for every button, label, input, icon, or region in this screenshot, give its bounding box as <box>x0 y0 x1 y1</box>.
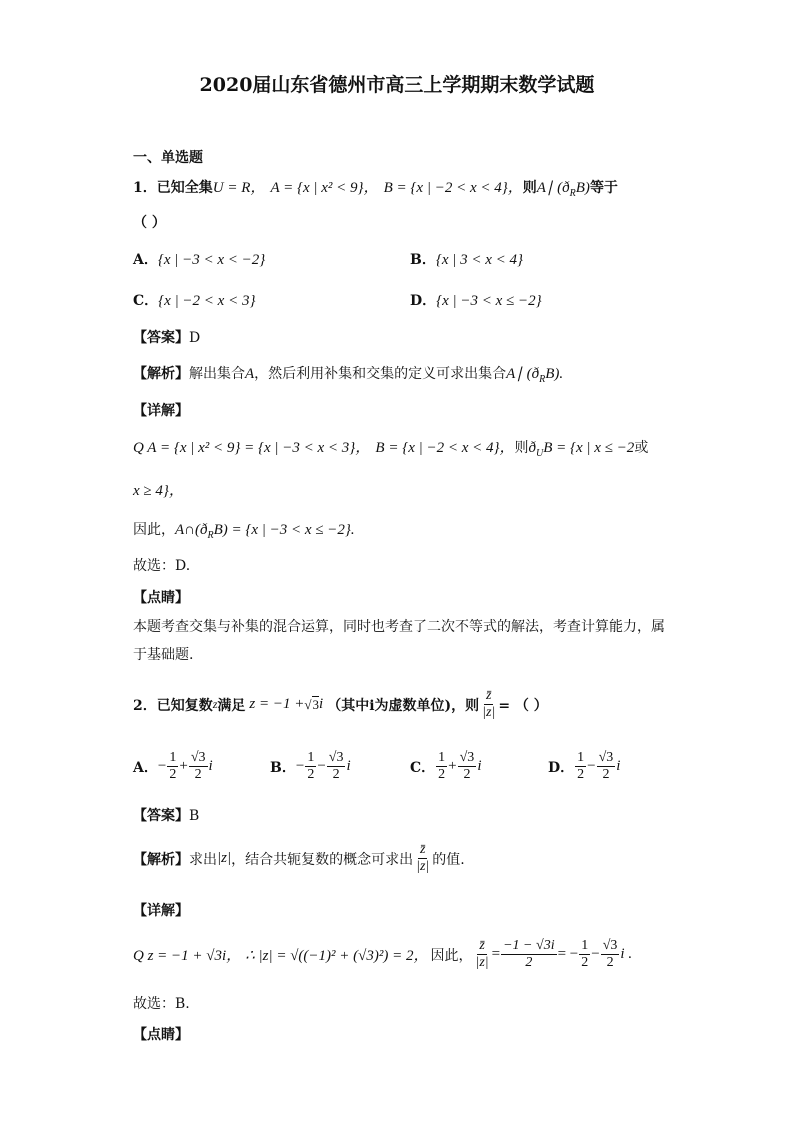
q1-option-d <box>410 290 542 310</box>
q1-detail-sub: U <box>536 448 544 460</box>
q2-analysis <box>133 842 465 875</box>
q2-analysis-tag: 【解析】 <box>133 851 189 868</box>
q2-stem-prefix: 2．已知复数 <box>133 697 213 714</box>
q1-stem-expr2: B) <box>575 180 590 196</box>
q2-stem-frac-num: z̄ <box>486 688 492 703</box>
q1-detail-set-a: Q A = {x | x² < 9} = {x | −3 < x < 3}， <box>133 440 371 456</box>
q2-option-a-frac2 <box>189 750 208 783</box>
q1-option-b-label: B． <box>410 252 436 268</box>
q1-paren: （ ） <box>133 215 166 231</box>
q2-option-b-frac2 <box>327 750 346 783</box>
q2-option-b-sign: − <box>295 758 305 774</box>
q1-analysis-text2: ，然后利用补集和交集的定义可求出集合 <box>254 366 507 382</box>
q1-stem-sub: R <box>569 188 576 200</box>
q2-detail-frac1-den: |z| <box>475 955 489 970</box>
q2-detail-frac2-num: −1 − √3i <box>503 938 555 953</box>
q2-option-c-i: i <box>477 758 482 774</box>
q2-stem-i: i <box>319 696 324 712</box>
q1-stem-suffix: 等于 <box>589 180 618 196</box>
q2-option-d <box>548 750 620 783</box>
q2-stem-mid: 满足 <box>217 697 246 714</box>
q2-stem-z: z <box>212 697 218 711</box>
q2-stem-end: = （ ） <box>498 697 548 714</box>
q2-detail-frac3-den: 2 <box>581 955 589 970</box>
q2-stem-frac-den: |z| <box>482 705 496 720</box>
q1-comment: 本题考查交集与补集的混合运算，同时也考查了二次不等式的解法，考查计算能力，属于基础题. <box>133 619 665 663</box>
q2-detail-eq2: = − <box>557 946 579 962</box>
q2-stem-sqrt: 3 <box>312 697 320 712</box>
q1-option-c-label: C． <box>133 293 159 309</box>
q1-detail-line3-prefix: 因此， <box>133 522 175 538</box>
q2-option-d-frac1 <box>575 750 586 783</box>
q2-option-a-frac1 <box>167 750 178 783</box>
q1-comment-tag: 【点睛】 <box>133 590 189 606</box>
q2-option-d-frac2-num: √3 <box>598 750 614 765</box>
q2-detail-frac1 <box>473 938 490 971</box>
q2-detail-frac3 <box>579 938 590 971</box>
q2-option-c-frac1-num: 1 <box>438 750 446 765</box>
q2-option-b-op: − <box>317 758 326 774</box>
q2-detail-frac4-den: 2 <box>606 955 614 970</box>
q2-option-a-label: A． <box>133 759 158 776</box>
q1-option-a <box>133 249 265 269</box>
q2-detail-end: i . <box>620 946 633 962</box>
q2-option-a-op: + <box>179 758 188 774</box>
q2-option-a <box>133 750 213 783</box>
q2-option-c-op: + <box>448 758 457 774</box>
q1-option-c <box>133 290 255 310</box>
q1-option-d-text: {x | −3 < x ≤ −2} <box>436 293 542 309</box>
q2-option-b-frac1 <box>305 750 316 783</box>
q2-detail-c: 因此， <box>430 947 473 964</box>
q1-detail-line3-expr2: B) = {x | −3 < x ≤ −2}. <box>213 522 355 538</box>
q1-stem-expr: A∣ (ð <box>536 180 570 196</box>
q2-analysis-text1: 求出 <box>189 851 217 868</box>
q1-detail-line1 <box>133 436 648 459</box>
q1-analysis-sub: R <box>539 374 546 386</box>
q2-stem-note: （其中i为虚数单位)，则 <box>327 697 480 714</box>
q2-detail-eq1: = <box>491 946 501 962</box>
q2-detail-frac2 <box>501 938 556 971</box>
q1-detail-tag: 【详解】 <box>133 403 189 419</box>
q2-option-b-frac2-num: √3 <box>328 750 344 765</box>
q2-option-c-frac1 <box>436 750 447 783</box>
section-heading: 一、单选题 <box>133 150 203 166</box>
q2-analysis-text3: 的值. <box>432 851 465 868</box>
q1-detail-line2: x ≥ 4}， <box>133 483 184 499</box>
q2-analysis-fraction <box>414 842 431 875</box>
q1-option-d-label: D． <box>410 293 437 309</box>
q2-analysis-abs: |z| <box>217 850 232 866</box>
q2-detail-a: Q z = −1 + √3i， <box>133 948 242 964</box>
q2-answer-tag: 【答案】 <box>133 808 189 824</box>
q2-analysis-frac-den: |z| <box>416 859 430 874</box>
q1-answer-tag: 【答案】 <box>133 330 189 346</box>
q2-option-d-i: i <box>616 758 621 774</box>
q1-analysis-expr2: B). <box>545 366 564 382</box>
q2-option-b-label: B． <box>270 759 296 776</box>
q1-analysis-text: 解出集合 <box>189 366 245 382</box>
q2-detail-line <box>133 938 632 971</box>
q2-detail-frac4-num: √3 <box>602 938 618 953</box>
q2-option-d-label: D． <box>548 759 575 776</box>
q1-option-b <box>410 249 523 269</box>
q2-option-b <box>270 750 351 783</box>
q1-stem-then: 则 <box>522 180 537 196</box>
q1-detail-line3 <box>133 519 355 541</box>
q2-detail-frac4 <box>601 938 620 971</box>
q2-option-c-label: C． <box>410 759 436 776</box>
q2-comment-tag: 【点睛】 <box>133 1027 189 1043</box>
q2-option-a-frac2-den: 2 <box>194 767 202 782</box>
q2-detail-frac2-den: 2 <box>525 955 533 970</box>
q2-option-c-frac2 <box>458 750 477 783</box>
q1-option-a-text: {x | −3 < x < −2} <box>157 252 266 268</box>
q2-option-a-frac1-den: 2 <box>169 767 177 782</box>
q1-detail-set-b: B = {x | −2 < x < 4}， <box>375 440 515 456</box>
q2-option-a-sign: − <box>157 758 167 774</box>
q1-detail-line3-expr: A∩(ð <box>175 522 208 538</box>
q2-option-b-frac1-den: 2 <box>307 767 315 782</box>
q1-analysis-tag: 【解析】 <box>133 366 189 382</box>
q2-stem: 2．已知复数 z 满足 z = −1 + √ 3 i （其中i为虚数单位)，则 $\frac{z̄}{|z|}$ = （ ） <box>133 688 548 720</box>
q2-analysis-frac-num: z̄ <box>419 842 426 857</box>
q2-answer <box>133 805 199 825</box>
q1-detail-or: 或 <box>634 440 649 456</box>
q1-answer-value: D <box>189 330 201 346</box>
q2-detail-minus: − <box>591 946 600 962</box>
q1-option-a-label: A． <box>133 252 158 268</box>
q2-option-d-op: − <box>587 758 596 774</box>
q2-option-c-frac2-den: 2 <box>463 767 471 782</box>
q2-detail-tag: 【详解】 <box>133 903 189 919</box>
q1-detail-then: 则 <box>514 440 529 456</box>
q2-option-b-i: i <box>346 758 351 774</box>
q1-option-c-text: {x | −2 < x < 3} <box>158 293 256 309</box>
q1-stem-a: A = {x | x² < 9}， <box>270 180 379 196</box>
q1-analysis-expr: A∣ (ð <box>506 366 540 382</box>
q2-option-a-frac2-num: √3 <box>190 750 206 765</box>
q2-option-b-frac1-num: 1 <box>307 750 315 765</box>
q1-detail-line3-sub: R <box>207 530 214 542</box>
q2-option-d-frac2-den: 2 <box>602 767 610 782</box>
q2-answer-value: B <box>189 808 200 824</box>
q2-stem-eq: z = −1 + <box>249 696 305 712</box>
q1-analysis-a: A <box>245 366 255 382</box>
q1-detail-comp: ð <box>528 440 536 456</box>
q1-stem <box>133 176 618 199</box>
q2-option-c-frac2-num: √3 <box>459 750 475 765</box>
q2-option-c-frac1-den: 2 <box>438 767 446 782</box>
q1-answer <box>133 327 200 347</box>
q1-stem-u: U = R， <box>212 180 266 196</box>
q2-option-d-frac1-den: 2 <box>577 767 585 782</box>
q1-detail-comp2: B = {x | x ≤ −2 <box>543 440 635 456</box>
q1-option-b-text: {x | 3 < x < 4} <box>435 252 524 268</box>
q2-option-b-frac2-den: 2 <box>332 767 340 782</box>
q1-stem-b: B = {x | −2 < x < 4}， <box>383 180 523 196</box>
document-title: 2020届山东省德州市高三上学期期末数学试题 <box>199 74 595 96</box>
q2-detail-frac3-num: 1 <box>581 938 589 953</box>
q2-analysis-text2: ，结合共轭复数的概念可求出 <box>231 851 414 868</box>
q1-stem-prefix: 1．已知全集 <box>133 180 213 196</box>
q2-detail-b: ∴ |z| = √((−1)² + (√3)²) = 2， <box>245 948 429 964</box>
q2-detail-frac1-num: z̄ <box>479 938 485 953</box>
q2-option-d-frac1-num: 1 <box>577 750 585 765</box>
q2-option-d-frac2 <box>597 750 616 783</box>
q1-choose: 故选：D. <box>133 558 191 574</box>
q2-option-a-i: i <box>208 758 213 774</box>
q2-option-c <box>410 750 481 783</box>
q2-option-a-frac1-num: 1 <box>169 750 177 765</box>
q2-choose: 故选：B. <box>133 996 190 1012</box>
q1-analysis <box>133 363 563 385</box>
q2-stem-fraction <box>480 688 497 721</box>
